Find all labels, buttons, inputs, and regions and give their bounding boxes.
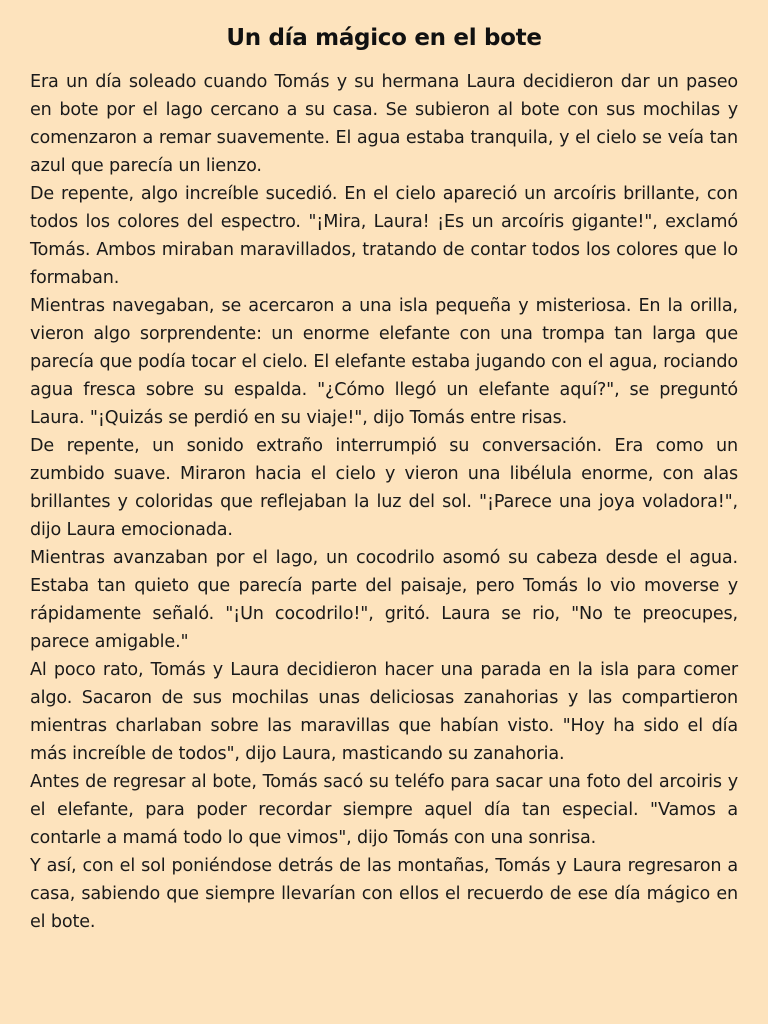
story-body <box>30 68 738 936</box>
story-paragraph-1: Era un día soleado cuando Tomás y su hermana Laura decidieron dar un paseo en bote por el lago cercano a su casa. Se subieron al bote con sus mochilas y comenzaron a remar suavemente. El agua estaba tranquila, y el cielo se veía tan azul que parecía un lienzo. <box>30 72 738 176</box>
story-paragraph-4: De repente, un sonido extraño interrumpió su conversación. Era como un zumbido suave. Miraron hacia el cielo y vieron una libélula enorme, con alas brillantes y coloridas que reflejaban la luz del sol. "¡Parece una joya voladora!", dijo Laura emocionada. <box>30 436 738 540</box>
story-paragraph-3: Mientras navegaban, se acercaron a una isla pequeña y misteriosa. En la orilla, vieron algo sorprendente: un enorme elefante con una trompa tan larga que parecía que podía tocar el cielo. El elefante estaba jugando con el agua, rociando agua fresca sobre su espalda. "¿Cómo llegó un elefante aquí?", se preguntó Laura. "¡Quizás se perdió en su viaje!", dijo Tomás entre risas. <box>30 296 738 428</box>
story-paragraph-6: Al poco rato, Tomás y Laura decidieron hacer una parada en la isla para comer algo. Sacaron de sus mochilas unas deliciosas zanahorias y las compartieron mientras charlaban sobre las maravillas que habían visto. "Hoy ha sido el día más increíble de todos", dijo Laura, masticando su zanahoria. <box>30 660 738 764</box>
story-paragraph-5: Mientras avanzaban por el lago, un cocodrilo asomó su cabeza desde el agua. Estaba tan quieto que parecía parte del paisaje, pero Tomás lo vio moverse y rápidamente señaló. "¡Un cocodrilo!", gritó. Laura se rio, "No te preocupes, parece amigable." <box>30 548 738 652</box>
story-paragraph-7: Antes de regresar al bote, Tomás sacó su teléfo para sacar una foto del arcoiris y el elefante, para poder recordar siempre aquel día tan especial. "Vamos a contarle a mamá todo lo que vimos", dijo Tomás con una sonrisa. <box>30 772 738 848</box>
story-title: Un día mágico en el bote <box>226 25 542 51</box>
story-paragraph-8: Y así, con el sol poniéndose detrás de las montañas, Tomás y Laura regresaron a casa, sabiendo que siempre llevarían con ellos el recuerdo de ese día mágico en el bote. <box>30 856 738 932</box>
story-paragraph-2: De repente, algo increíble sucedió. En el cielo apareció un arcoíris brillante, con todos los colores del espectro. "¡Mira, Laura! ¡Es un arcoíris gigante!", exclamó Tomás. Ambos miraban maravillados, tratando de contar todos los colores que lo formaban. <box>30 184 738 288</box>
